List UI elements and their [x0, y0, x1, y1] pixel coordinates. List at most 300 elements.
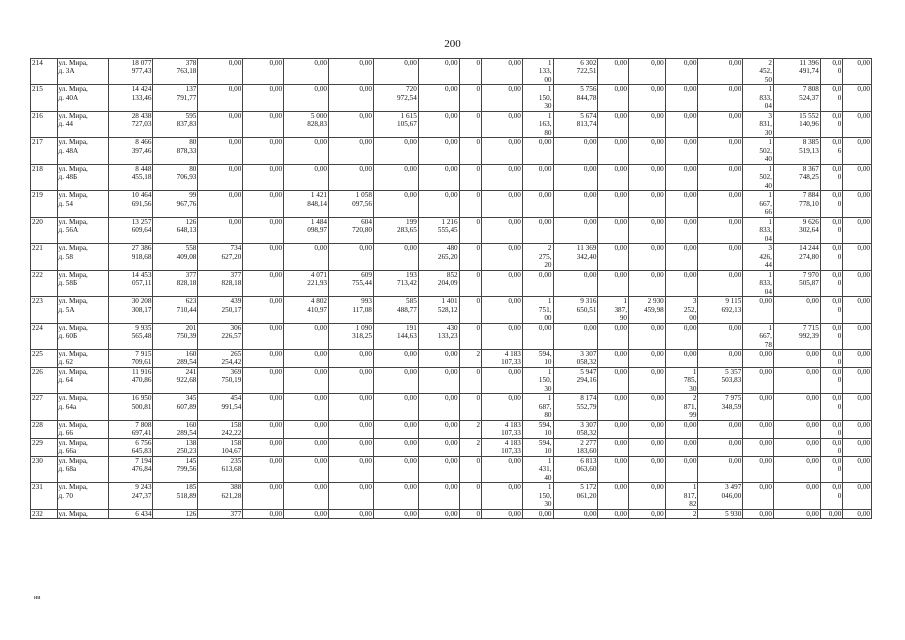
value-cell: 7 970 505,87	[773, 270, 820, 296]
value-cell: 3 307 058,32	[553, 349, 598, 367]
value-cell: 0,00	[482, 191, 523, 217]
value-cell: 0,00	[329, 420, 374, 438]
address-cell: ул. Мира, д. 66а	[57, 438, 108, 456]
value-cell: 594, 10	[522, 420, 553, 438]
value-cell: 0,00	[329, 456, 374, 482]
value-cell: 0,00	[843, 394, 872, 420]
value-cell: 0,00	[598, 456, 629, 482]
value-cell: 0,00	[743, 438, 774, 456]
value-cell: 5 930	[698, 509, 743, 518]
value-cell: 0,00	[743, 456, 774, 482]
value-cell: 7 975 348,59	[698, 394, 743, 420]
value-cell: 0	[459, 483, 481, 509]
value-cell: 604 720,80	[329, 217, 374, 243]
value-cell: 0,00	[482, 394, 523, 420]
value-cell: 5 947 294,16	[553, 367, 598, 393]
value-cell: 0,00	[553, 191, 598, 217]
value-cell: 1 751, 00	[522, 297, 553, 323]
value-cell: 0,00	[373, 509, 418, 518]
value-cell: 0,0 0	[820, 164, 842, 190]
value-cell: 0,00	[482, 323, 523, 349]
value-cell: 0,00	[843, 483, 872, 509]
value-cell: 0,00	[629, 191, 666, 217]
value-cell: 4 183 107,33	[482, 438, 523, 456]
value-cell: 1 150, 30	[522, 85, 553, 111]
value-cell: 199 283,65	[373, 217, 418, 243]
value-cell: 0,00	[373, 164, 418, 190]
value-cell: 0,00	[843, 217, 872, 243]
value-cell: 193 713,42	[373, 270, 418, 296]
value-cell: 0,00	[598, 438, 629, 456]
value-cell: 0,00	[698, 217, 743, 243]
value-cell: 0,00	[373, 456, 418, 482]
value-cell: 0,00	[665, 138, 698, 164]
value-cell: 7 715 992,39	[773, 323, 820, 349]
value-cell: 0,00	[482, 164, 523, 190]
value-cell: 0,00	[598, 191, 629, 217]
footer-mark: ии	[34, 595, 41, 601]
value-cell: 0,00	[418, 191, 459, 217]
value-cell: 0,00	[598, 244, 629, 270]
value-cell: 0,00	[373, 394, 418, 420]
value-cell: 852 204,09	[418, 270, 459, 296]
value-cell: 0,00	[198, 85, 243, 111]
value-cell: 160 289,54	[153, 420, 198, 438]
address-cell: ул. Мира, д. 58	[57, 244, 108, 270]
value-cell: 0,00	[243, 349, 284, 367]
value-cell: 3 831, 30	[743, 111, 774, 137]
value-cell: 0,00	[418, 483, 459, 509]
value-cell: 0,00	[843, 438, 872, 456]
value-cell: 0,00	[598, 349, 629, 367]
value-cell: 0,00	[598, 509, 629, 518]
value-cell: 0	[459, 297, 481, 323]
value-cell: 99 967,76	[153, 191, 198, 217]
value-cell: 0,00	[698, 59, 743, 85]
value-cell: 0,00	[284, 349, 329, 367]
value-cell: 594, 10	[522, 438, 553, 456]
value-cell: 5 000 828,83	[284, 111, 329, 137]
value-cell: 993 117,08	[329, 297, 374, 323]
value-cell: 8 385 519,13	[773, 138, 820, 164]
table-row	[31, 164, 872, 190]
value-cell: 1 817, 82	[665, 483, 698, 509]
value-cell: 0,00	[329, 59, 374, 85]
value-cell: 0,00	[843, 244, 872, 270]
value-cell: 7 808 524,37	[773, 85, 820, 111]
value-cell: 16 950 500,81	[108, 394, 153, 420]
value-cell: 0,00	[522, 138, 553, 164]
value-cell: 0,0 0	[820, 111, 842, 137]
value-cell: 0,00	[629, 509, 666, 518]
value-cell: 1 615 105,67	[373, 111, 418, 137]
value-cell: 0,00	[373, 191, 418, 217]
value-cell: 9 243 247,37	[108, 483, 153, 509]
value-cell: 2	[665, 509, 698, 518]
value-cell: 0,00	[698, 323, 743, 349]
value-cell: 0,00	[553, 509, 598, 518]
value-cell: 0,00	[698, 438, 743, 456]
value-cell: 0,00	[284, 164, 329, 190]
value-cell: 377 828,18	[153, 270, 198, 296]
value-cell: 1 667, 66	[743, 191, 774, 217]
value-cell: 1 431, 40	[522, 456, 553, 482]
value-cell: 0,00	[329, 164, 374, 190]
value-cell: 0,00	[243, 323, 284, 349]
value-cell: 126	[153, 509, 198, 518]
value-cell: 0	[459, 138, 481, 164]
table-row	[31, 270, 872, 296]
value-cell: 0,00	[553, 164, 598, 190]
value-cell: 0,00	[329, 394, 374, 420]
value-cell: 201 750,39	[153, 323, 198, 349]
value-cell: 0,00	[243, 394, 284, 420]
value-cell: 137 791,77	[153, 85, 198, 111]
value-cell: 0,00	[629, 367, 666, 393]
row-number-cell: 216	[31, 111, 58, 137]
table-row	[31, 191, 872, 217]
value-cell: 0,00	[629, 438, 666, 456]
value-cell: 378 763,18	[153, 59, 198, 85]
value-cell: 0,00	[522, 217, 553, 243]
value-cell: 0,00	[482, 59, 523, 85]
value-cell: 0,00	[665, 456, 698, 482]
value-cell: 1 484 098,97	[284, 217, 329, 243]
address-cell: ул. Мира, д. 3А	[57, 59, 108, 85]
value-cell: 0,00	[553, 270, 598, 296]
value-cell: 0,00	[284, 138, 329, 164]
value-cell: 1 833, 04	[743, 85, 774, 111]
value-cell: 2	[459, 349, 481, 367]
value-cell: 8 448 455,18	[108, 164, 153, 190]
value-cell: 0,00	[629, 420, 666, 438]
value-cell: 0,00	[698, 164, 743, 190]
value-cell: 0,00	[629, 217, 666, 243]
value-cell: 0,0 0	[820, 217, 842, 243]
value-cell: 4 802 410,97	[284, 297, 329, 323]
value-cell: 720 972,54	[373, 85, 418, 111]
value-cell: 345 607,89	[153, 394, 198, 420]
value-cell: 0,00	[629, 270, 666, 296]
value-cell: 0,0 0	[820, 191, 842, 217]
table-row	[31, 297, 872, 323]
table-row	[31, 244, 872, 270]
value-cell: 0,00	[373, 59, 418, 85]
value-cell: 0,00	[629, 349, 666, 367]
value-cell: 126 648,13	[153, 217, 198, 243]
value-cell: 0	[459, 456, 481, 482]
value-cell: 369 750,19	[198, 367, 243, 393]
row-number-cell: 224	[31, 323, 58, 349]
address-cell: ул. Мира, д. 64а	[57, 394, 108, 420]
value-cell: 0,00	[843, 59, 872, 85]
value-cell: 80 706,93	[153, 164, 198, 190]
value-cell: 0,00	[843, 367, 872, 393]
value-cell: 594, 10	[522, 349, 553, 367]
value-cell: 0,00	[598, 483, 629, 509]
value-cell: 609 755,44	[329, 270, 374, 296]
value-cell: 0,00	[243, 297, 284, 323]
value-cell: 1 150, 30	[522, 483, 553, 509]
value-cell: 0,0 0	[820, 394, 842, 420]
table-row	[31, 349, 872, 367]
value-cell: 0,00	[598, 111, 629, 137]
value-cell: 0	[459, 164, 481, 190]
address-cell: ул. Мира, д. 60Б	[57, 323, 108, 349]
value-cell: 0,0 0	[820, 349, 842, 367]
value-cell: 6 434	[108, 509, 153, 518]
row-number-cell: 219	[31, 191, 58, 217]
value-cell: 1 687, 80	[522, 394, 553, 420]
value-cell: 0,00	[553, 217, 598, 243]
value-cell: 0,00	[665, 244, 698, 270]
value-cell: 0,00	[698, 270, 743, 296]
value-cell: 1 216 555,45	[418, 217, 459, 243]
value-cell: 0,0 0	[820, 367, 842, 393]
value-cell: 0,00	[843, 420, 872, 438]
value-cell: 0,00	[243, 59, 284, 85]
value-cell: 0,00	[418, 85, 459, 111]
value-cell: 0,0 0	[820, 438, 842, 456]
value-cell: 0,00	[482, 217, 523, 243]
value-cell: 0,00	[243, 483, 284, 509]
value-cell: 4 071 221,93	[284, 270, 329, 296]
table-row	[31, 456, 872, 482]
row-number-cell: 228	[31, 420, 58, 438]
row-number-cell: 222	[31, 270, 58, 296]
value-cell: 0,00	[629, 138, 666, 164]
row-number-cell: 230	[31, 456, 58, 482]
value-cell: 191 144,63	[373, 323, 418, 349]
value-cell: 0,00	[243, 138, 284, 164]
value-cell: 439 250,17	[198, 297, 243, 323]
value-cell: 6 302 722,51	[553, 59, 598, 85]
address-cell: ул. Мира, д. 44	[57, 111, 108, 137]
value-cell: 0	[459, 270, 481, 296]
value-cell: 0	[459, 111, 481, 137]
value-cell: 595 837,83	[153, 111, 198, 137]
value-cell: 3 497 046,00	[698, 483, 743, 509]
value-cell: 2	[459, 438, 481, 456]
value-cell: 0,00	[482, 244, 523, 270]
value-cell: 0,00	[629, 483, 666, 509]
value-cell: 0,00	[243, 456, 284, 482]
value-cell: 5 674 813,74	[553, 111, 598, 137]
value-cell: 1 502, 40	[743, 164, 774, 190]
value-cell: 0,00	[522, 191, 553, 217]
value-cell: 14 424 133,46	[108, 85, 153, 111]
value-cell: 0	[459, 323, 481, 349]
value-cell: 0,00	[284, 456, 329, 482]
value-cell: 1 833, 04	[743, 270, 774, 296]
value-cell: 0,00	[243, 244, 284, 270]
value-cell: 0,00	[665, 270, 698, 296]
value-cell: 0	[459, 367, 481, 393]
address-cell: ул. Мира, д. 48Б	[57, 164, 108, 190]
value-cell: 0,00	[243, 164, 284, 190]
row-number-cell: 220	[31, 217, 58, 243]
value-cell: 585 488,77	[373, 297, 418, 323]
value-cell: 0,00	[773, 456, 820, 482]
value-cell: 0,00	[698, 138, 743, 164]
value-cell: 0,00	[284, 367, 329, 393]
value-cell: 1 421 848,14	[284, 191, 329, 217]
value-cell: 0,00	[743, 349, 774, 367]
value-cell: 454 991,54	[198, 394, 243, 420]
value-cell: 27 386 918,68	[108, 244, 153, 270]
value-cell: 2	[459, 420, 481, 438]
value-cell: 0,00	[773, 349, 820, 367]
value-cell: 0,00	[629, 394, 666, 420]
value-cell: 1 833, 04	[743, 217, 774, 243]
value-cell: 0,00	[773, 420, 820, 438]
value-cell: 0,00	[773, 438, 820, 456]
row-number-cell: 214	[31, 59, 58, 85]
value-cell: 1 502, 40	[743, 138, 774, 164]
value-cell: 0,00	[665, 111, 698, 137]
value-cell: 0,00	[418, 420, 459, 438]
value-cell: 0,00	[198, 217, 243, 243]
value-cell: 430 133,23	[418, 323, 459, 349]
address-cell: ул. Мира, д. 70	[57, 483, 108, 509]
value-cell: 9 626 302,64	[773, 217, 820, 243]
value-cell: 0	[459, 59, 481, 85]
value-cell: 0,00	[284, 244, 329, 270]
value-cell: 558 409,08	[153, 244, 198, 270]
value-cell: 0,00	[418, 394, 459, 420]
value-cell: 9 935 565,48	[108, 323, 153, 349]
value-cell: 0,00	[553, 138, 598, 164]
value-cell: 8 466 397,46	[108, 138, 153, 164]
value-cell: 0,00	[284, 85, 329, 111]
value-cell: 0,00	[284, 420, 329, 438]
value-cell: 0,00	[243, 509, 284, 518]
value-cell: 0,00	[843, 191, 872, 217]
value-cell: 0,00	[482, 270, 523, 296]
value-cell: 0,00	[522, 509, 553, 518]
value-cell: 3 307 058,32	[553, 420, 598, 438]
value-cell: 0,00	[284, 483, 329, 509]
table-row	[31, 323, 872, 349]
value-cell: 0,00	[665, 85, 698, 111]
value-cell: 10 464 691,56	[108, 191, 153, 217]
value-cell: 0,00	[284, 438, 329, 456]
value-cell: 0,00	[629, 244, 666, 270]
value-cell: 28 438 727,03	[108, 111, 153, 137]
value-cell: 0,00	[698, 111, 743, 137]
value-cell: 0	[459, 217, 481, 243]
value-cell: 0,00	[243, 191, 284, 217]
value-cell: 0,00	[598, 138, 629, 164]
value-cell: 2 452, 50	[743, 59, 774, 85]
value-cell: 388 621,28	[198, 483, 243, 509]
value-cell: 0	[459, 191, 481, 217]
table-row	[31, 483, 872, 509]
table-row	[31, 217, 872, 243]
value-cell: 6 813 063,60	[553, 456, 598, 482]
page-number: 200	[444, 38, 461, 50]
value-cell: 0,00	[418, 59, 459, 85]
table-row	[31, 59, 872, 85]
value-cell: 0,00	[418, 164, 459, 190]
value-cell: 0,00	[629, 59, 666, 85]
table-row	[31, 111, 872, 137]
value-cell: 15 552 140,96	[773, 111, 820, 137]
value-cell: 0,00	[329, 509, 374, 518]
value-cell: 0,00	[743, 297, 774, 323]
value-cell: 0,00	[665, 217, 698, 243]
value-cell: 0,00	[418, 509, 459, 518]
value-cell: 0,00	[198, 138, 243, 164]
value-cell: 377 828,18	[198, 270, 243, 296]
row-number-cell: 229	[31, 438, 58, 456]
value-cell: 2 277 183,60	[553, 438, 598, 456]
value-cell: 14 453 057,11	[108, 270, 153, 296]
value-cell: 0,00	[482, 111, 523, 137]
value-cell: 8 367 748,25	[773, 164, 820, 190]
value-cell: 0,00	[284, 323, 329, 349]
table-row	[31, 138, 872, 164]
value-cell: 0,00	[698, 456, 743, 482]
value-cell: 8 174 552,79	[553, 394, 598, 420]
row-number-cell: 215	[31, 85, 58, 111]
value-cell: 1 150, 30	[522, 367, 553, 393]
data-table	[30, 58, 872, 519]
value-cell: 0,00	[373, 138, 418, 164]
value-cell: 0,00	[243, 111, 284, 137]
value-cell: 0,0 0	[820, 244, 842, 270]
value-cell: 306 226,57	[198, 323, 243, 349]
value-cell: 0,00	[665, 349, 698, 367]
value-cell: 1 090 318,25	[329, 323, 374, 349]
value-cell: 0,00	[482, 138, 523, 164]
value-cell: 0,00	[522, 270, 553, 296]
value-cell: 0,00	[418, 111, 459, 137]
value-cell: 1 058 097,56	[329, 191, 374, 217]
value-cell: 0,00	[773, 297, 820, 323]
value-cell: 1 667, 78	[743, 323, 774, 349]
value-cell: 0,00	[743, 483, 774, 509]
value-cell: 0	[459, 509, 481, 518]
value-cell: 0,00	[843, 111, 872, 137]
value-cell: 0,00	[598, 85, 629, 111]
value-cell: 18 077 977,43	[108, 59, 153, 85]
value-cell: 2 871, 99	[665, 394, 698, 420]
address-cell: ул. Мира, д. 68а	[57, 456, 108, 482]
value-cell: 0,00	[329, 349, 374, 367]
address-cell: ул. Мира, д. 58Б	[57, 270, 108, 296]
value-cell: 0,00	[698, 420, 743, 438]
value-cell: 11 916 470,86	[108, 367, 153, 393]
value-cell: 241 922,68	[153, 367, 198, 393]
value-cell: 0,00	[665, 323, 698, 349]
value-cell: 0,0 6	[820, 138, 842, 164]
value-cell: 0,00	[598, 164, 629, 190]
value-cell: 0,00	[418, 138, 459, 164]
value-cell: 235 613,68	[198, 456, 243, 482]
address-cell: ул. Мира, д. 40А	[57, 85, 108, 111]
value-cell: 13 257 609,64	[108, 217, 153, 243]
value-cell: 0,00	[243, 420, 284, 438]
table-row	[31, 85, 872, 111]
value-cell: 0	[459, 244, 481, 270]
value-cell: 0,00	[598, 420, 629, 438]
value-cell: 0,00	[598, 367, 629, 393]
value-cell: 0,00	[843, 456, 872, 482]
value-cell: 0,00	[329, 438, 374, 456]
value-cell: 0,00	[843, 297, 872, 323]
value-cell: 7 194 476,84	[108, 456, 153, 482]
